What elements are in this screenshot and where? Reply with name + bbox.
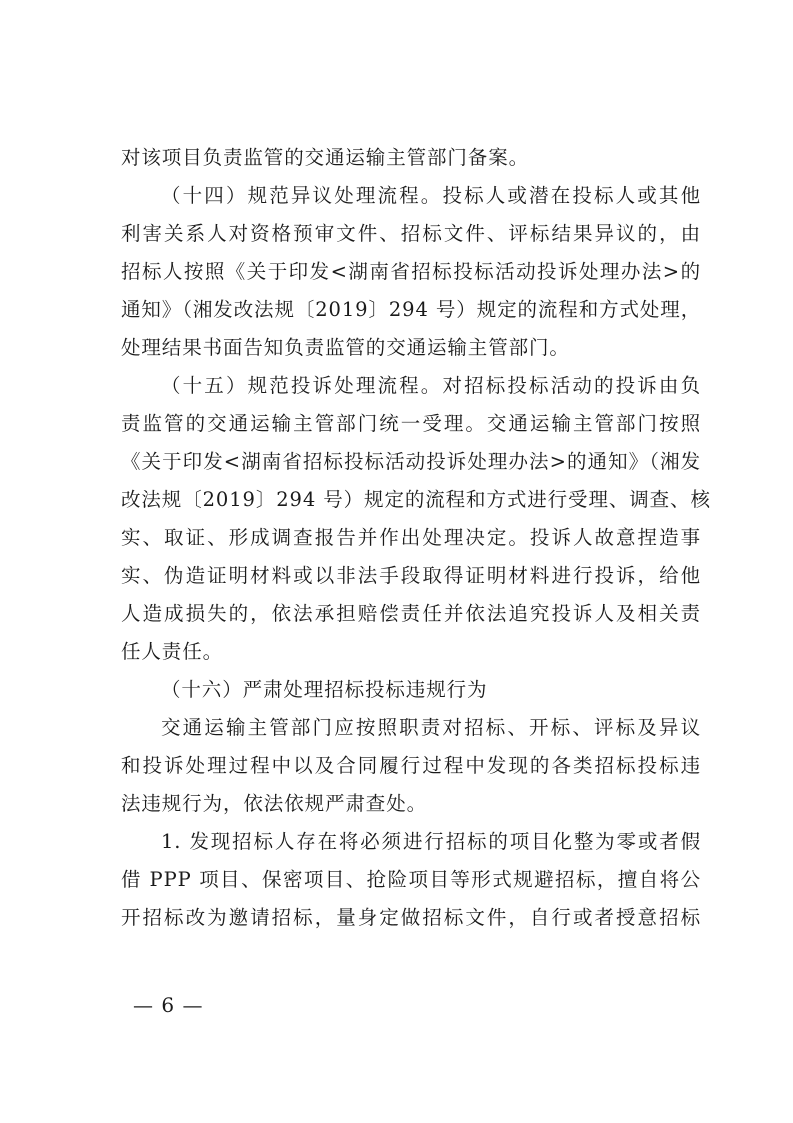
text-line: 利害关系人对资格预审文件、招标文件、评标结果异议的，由 (121, 222, 701, 245)
list-item-1: 1. 发现招标人存在将必须进行招标的项目化整为零或者假 (161, 830, 701, 853)
text-line: 人造成损失的，依法承担赔偿责任并依法追究投诉人及相关责 (121, 602, 701, 625)
text-line: 《关于印发<湖南省招标投标活动投诉处理办法>的通知》（湘发 (121, 450, 701, 473)
text-line: 招标人按照《关于印发<湖南省招标投标活动投诉处理办法>的 (121, 260, 701, 283)
paragraph-heading-15: （十五）规范投诉处理流程。对招标投标活动的投诉由负 (161, 374, 701, 397)
text-line: 交通运输主管部门应按照职责对招标、开标、评标及异议 (161, 716, 701, 739)
text-line: 法违规行为，依法依规严肃查处。 (121, 792, 428, 815)
paragraph-heading-14: （十四）规范异议处理流程。投标人或潜在投标人或其他 (161, 184, 701, 207)
text-line: 责监管的交通运输主管部门统一受理。交通运输主管部门按照 (121, 412, 701, 435)
text-line: 任人责任。 (121, 640, 224, 663)
text-line: 通知》（湘发改法规〔2019〕294 号）规定的流程和方式处理， (121, 298, 702, 321)
text-line: 实、伪造证明材料或以非法手段取得证明材料进行投诉，给他 (121, 564, 701, 587)
text-line: 处理结果书面告知负责监管的交通运输主管部门。 (121, 336, 570, 359)
text-line: 开招标改为邀请招标，量身定做招标文件，自行或者授意招标 (121, 906, 701, 929)
text-line: 对该项目负责监管的交通运输主管部门备案。 (121, 146, 530, 169)
page-number: — 6 — (133, 993, 204, 1017)
text-line: 改法规〔2019〕294 号）规定的流程和方式进行受理、调查、核 (121, 488, 711, 511)
text-line: 和投诉处理过程中以及合同履行过程中发现的各类招标投标违 (121, 754, 701, 777)
text-line: 实、取证、形成调查报告并作出处理决定。投诉人故意捏造事 (121, 526, 701, 549)
section-heading-16: （十六）严肃处理招标投标违规行为 (161, 678, 488, 701)
text-line: 借 PPP 项目、保密项目、抢险项目等形式规避招标，擅自将公 (121, 868, 701, 891)
